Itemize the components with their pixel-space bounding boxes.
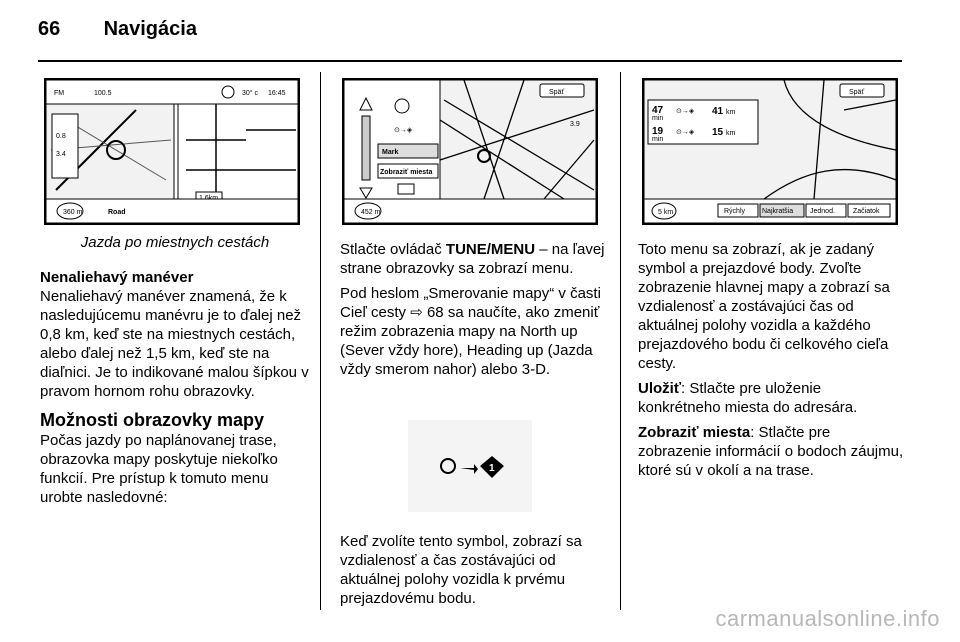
paragraph-map-orientation: Pod heslom „Smerovanie mapy“ v časti Cieľ cesty ⇨ 68 sa naučíte, ako zmeniť režim zobrazenia mapy na North up (Sever vždy hore), Heading up (Jazda vždy smerom nahor) alebo 3-D.: [340, 285, 601, 378]
svg-text:1: 1: [489, 463, 495, 474]
figure-caption: Jazda po miestnych cestách: [80, 234, 270, 251]
page-header: [38, 18, 197, 41]
column-divider-2: [620, 72, 621, 610]
figure-map-menu: [342, 78, 598, 225]
heading-maneuver: Nenaliehavý manéver: [40, 269, 194, 286]
clock-time: 16:45: [268, 90, 286, 97]
arrow-icon: [460, 464, 478, 474]
menu-icon[interactable]: [398, 184, 414, 194]
waypoint-symbol-figure: [408, 420, 532, 512]
waypoint-symbol: ⊙→◈: [394, 127, 413, 134]
menu-item-mark-label: Mark: [382, 149, 399, 156]
paragraph-route-menu: Toto menu sa zobrazí, ak je zadaný symbol a prejazdové body. Zvoľte zobrazenie hlavnej mapy a zobrazí sa vzdialenosť a zostávajúci čas od aktuálnej polohy vozidla a každého prejazdového bodu či celkového cieľa cesty.: [638, 241, 890, 372]
row1-min-unit: min: [652, 115, 664, 122]
tab-fast-label: Rýchly: [724, 208, 746, 215]
paragraph-symbol: Keď zvolíte tento symbol, zobrazí sa vzdialenosť a čas zostávajúci od aktuálnej polohy vozidla k prvému prejazdovému bodu.: [340, 533, 582, 607]
back-button-label: Späť: [549, 89, 565, 96]
scrollbar[interactable]: [362, 116, 370, 180]
tab-shortest-label: Najkratšia: [762, 208, 794, 215]
row1-distance: 41: [712, 106, 724, 117]
maneuver-distance: 0.8: [56, 133, 66, 140]
page-title: Navigácia: [103, 18, 197, 40]
figure-route-summary: [642, 78, 898, 225]
distance-indicator: 3.9: [570, 121, 580, 128]
row1-km-unit: km: [726, 109, 736, 116]
save-description: : Stlačte pre uloženie konkrétneho miesta do adresára.: [638, 380, 858, 416]
tab-start-label: Začiatok: [853, 208, 880, 215]
paragraph-map-options: Počas jazdy po naplánovanej trase, obrazovka mapy poskytuje niekoľko funkcií. Pre prístup k tomuto menu urobte nasledovné:: [40, 432, 278, 506]
gauge-value: 360 m: [63, 209, 83, 216]
text-pre: Stlačte ovládač: [340, 241, 446, 258]
gauge-value: 452 m: [361, 209, 381, 216]
paragraph-tune-menu: [340, 240, 606, 278]
row1-minutes: 47: [652, 105, 664, 116]
text-post: – na ľavej strane obrazovky sa zobrazí menu.: [340, 241, 605, 277]
paragraph-show-places: [638, 423, 906, 480]
paragraph-save: [638, 379, 906, 417]
road-name: Road: [108, 209, 126, 216]
page-number: 66: [38, 18, 61, 40]
show-places-description: : Stlačte pre zobrazenie informácií o bodoch záujmu, ktoré sú v okolí a na trase.: [638, 424, 904, 479]
figure-local-roads-map: [44, 78, 300, 225]
column-1: [40, 268, 312, 513]
paragraph-maneuver: Nenaliehavý manéver znamená, že k nasledujúcemu manévru je to ďalej než 0,8 km, keď ste na miestnych cestách, alebo ďalej než 1,5 km, keď ste na diaľnici. Je to indikované malou šípkou v pravom hornom rohu obrazovky.: [40, 288, 309, 400]
menu-item-show-places-label: Zobraziť miesta: [380, 169, 433, 176]
row2-distance: 15: [712, 127, 724, 138]
show-places-label: Zobraziť miesta: [638, 424, 751, 441]
row2-route-icon: ⊙→◈: [676, 129, 695, 136]
temperature: 30° c: [242, 90, 259, 97]
row2-min-unit: min: [652, 136, 664, 143]
tab-simple-label: Jednod.: [810, 208, 835, 215]
maneuver-distance-2: 3.4: [56, 151, 66, 158]
row2-minutes: 19: [652, 126, 664, 137]
tune-menu-label: TUNE/MENU: [445, 241, 536, 258]
radio-band: FM: [54, 90, 65, 97]
save-label: Uložiť: [638, 380, 682, 397]
back-button-label: Späť: [849, 89, 865, 96]
column-2-bottom: [340, 532, 606, 614]
watermark: carmanualsonline.info: [715, 606, 940, 631]
column-3: [638, 240, 906, 486]
destination-icon: [441, 459, 455, 473]
row1-route-icon: ⊙→◈: [676, 108, 695, 115]
row2-km-unit: km: [726, 130, 736, 137]
radio-frequency: 100.5: [94, 90, 112, 97]
column-2: [340, 240, 606, 385]
column-divider-1: [320, 72, 321, 610]
heading-map-options: Možnosti obrazovky mapy: [40, 410, 265, 430]
header-rule: [38, 60, 902, 62]
gauge-value: 5 km: [658, 209, 674, 216]
